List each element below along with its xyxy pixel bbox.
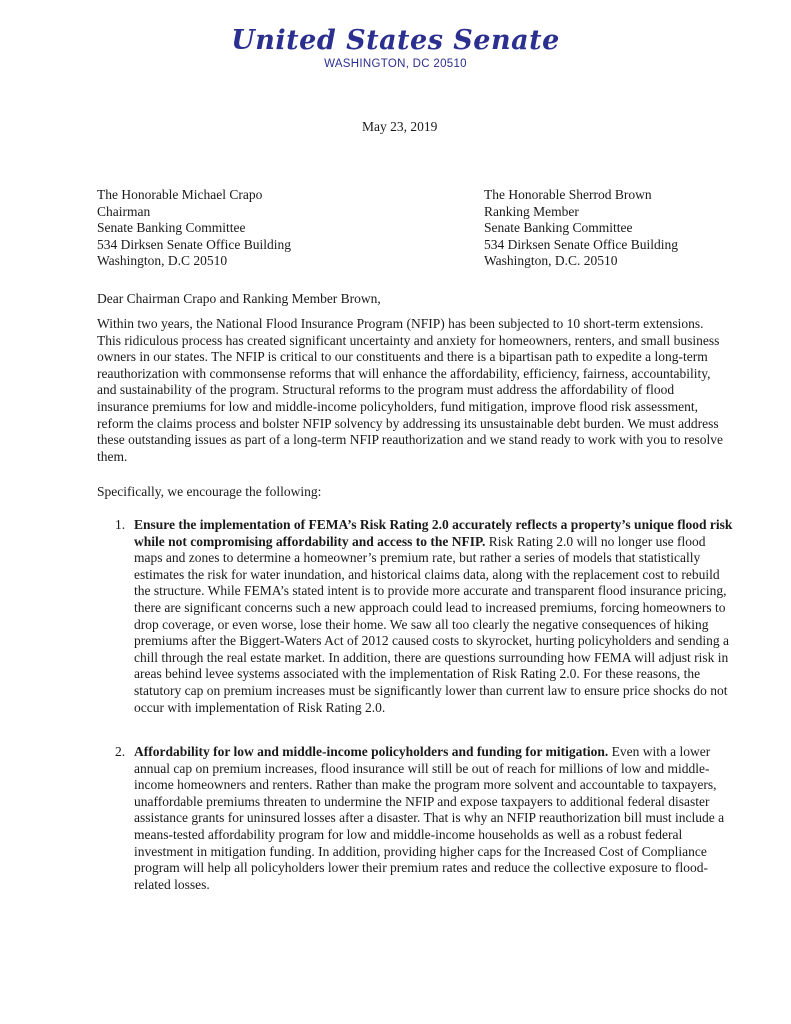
recommendation-item	[97, 517, 737, 716]
letterhead-title: United States Senate	[231, 25, 560, 56]
salutation: Dear Chairman Crapo and Ranking Member Brown,	[97, 291, 381, 306]
letter-date: May 23, 2019	[362, 119, 438, 134]
recipient-address-crapo	[97, 187, 291, 270]
recipient-committee: Senate Banking Committee	[97, 220, 246, 235]
recommendations-list-item-2	[97, 744, 737, 893]
item-body: Even with a lower annual cap on premium increases, flood insurance will still be out of reach for millions of low and middle-income homeowners and renters. Rather than make the program more solvent and accountable to taxpayers, unaffordable premiums threaten to undermine the NFIP and expose taxpayers to additional federal disaster assistance grants for uninsured losses after a disaster. That is why an NFIP reauthorization bill must include a means-tested affordability program for low and middle-income households as well as a robust federal investment in mitigation funding. In addition, providing higher caps for the Increased Cost of Compliance program will help all policyholders lower their premium rates and reduce the collective exposure to flood-related losses.	[134, 744, 725, 892]
item-heading: Ensure the implementation of FEMA’s Risk Rating 2.0 accurately reflects a property’s unique flood risk while not compromising affordability and access to the NFIP.	[134, 517, 733, 549]
item-number: 2.	[115, 744, 126, 759]
recipient-title: Ranking Member	[484, 203, 579, 219]
letterhead	[0, 26, 791, 70]
recipient-name: The Honorable Sherrod Brown	[484, 187, 652, 202]
recommendations-list-item-1	[97, 517, 737, 716]
recipient-committee: Senate Banking Committee	[484, 220, 633, 235]
lead-in-paragraph: Specifically, we encourage the following:	[97, 484, 322, 499]
letterhead-address: WASHINGTON, DC 20510	[324, 58, 467, 70]
recipient-building: 534 Dirksen Senate Office Building	[97, 236, 291, 252]
intro-paragraph: Within two years, the National Flood Insurance Program (NFIP) has been subjected to 10 short-term extensions. This ridiculous process has created significant uncertainty and anxiety for homeowners, renters, and small business owners in our states. The NFIP is critical to our constituents and there is a bipartisan path to expedite a long-term reauthorization with commonsense reforms that will enhance the affordability, efficiency, fairness, accountability, and sustainability of the program. Structural reforms to the program must address the affordability of flood insurance premiums for low and middle-income policyholders, fund mitigation, improve flood risk assessment, reform the claims process and bolster NFIP solvency by addressing its unsustainable debt burden. We must address these outstanding issues as part of a long-term NFIP reauthorization and we stand ready to work with you to resolve them.	[97, 316, 723, 464]
recipient-address-brown	[484, 187, 678, 270]
recipient-city: Washington, D.C. 20510	[484, 253, 618, 268]
recipient-title: Chairman	[97, 203, 151, 219]
recipient-name: The Honorable Michael Crapo	[97, 187, 263, 202]
item-number: 1.	[115, 517, 126, 532]
recipient-building: 534 Dirksen Senate Office Building	[484, 236, 678, 252]
recommendation-item	[97, 744, 737, 893]
item-heading: Affordability for low and middle-income policyholders and funding for mitigation.	[134, 744, 609, 759]
item-body: Risk Rating 2.0 will no longer use flood maps and zones to determine a homeowner’s premium rate, but rather a series of models that statistically estimates the risk for water inundation, and historical claims data, along with the replacement cost to rebuild the structure. While FEMA’s stated intent is to provide more accurate and transparent flood insurance pricing, there are significant concerns such a new approach could lead to increased premiums, forcing homeowners to drop coverage, or even worse, lose their home. We saw all too clearly the negative consequences of hiking premiums after the Biggert-Waters Act of 2012 caused costs to skyrocket, hurting policyholders and sending a chill through the real estate market. In addition, there are questions surrounding how FEMA will adjust risk in areas behind levee systems associated with the implementation of Risk Rating 2.0. For these reasons, the statutory cap on premium increases must be significantly lower than current law to ensure price shocks do not occur with implementation of Risk Rating 2.0.	[134, 533, 730, 715]
recipient-city: Washington, D.C 20510	[97, 253, 228, 268]
